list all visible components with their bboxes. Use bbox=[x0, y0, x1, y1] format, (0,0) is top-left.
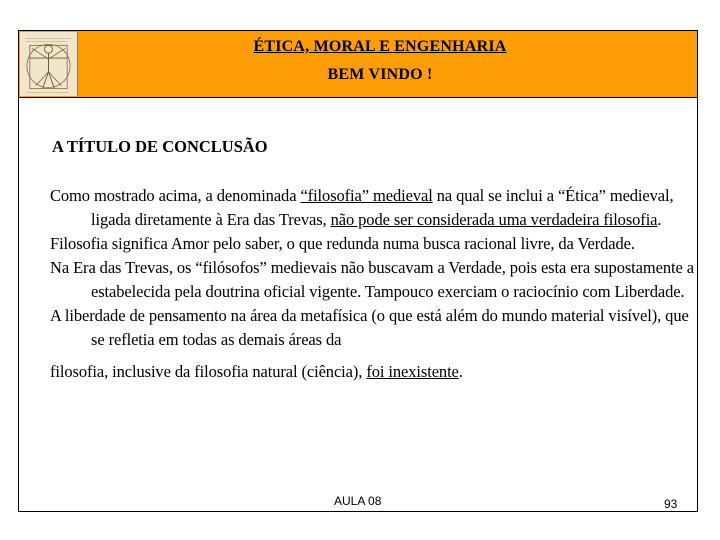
p4-text-1: A liberdade de pensamento na área da metafísica (o que está além do mundo material visível), que se refletia em todas as demais áreas da bbox=[50, 306, 689, 349]
section-heading: A TÍTULO DE CONCLUSÃO bbox=[52, 137, 268, 156]
page-subtitle: BEM VINDO ! bbox=[327, 66, 433, 83]
p1-text-2: na qual se inclui a “Ética” medieval, ligada diretamente à Era das Trevas, bbox=[91, 186, 674, 229]
paragraph-1 bbox=[50, 184, 698, 232]
page-number: 93 bbox=[664, 497, 678, 511]
p4-underlined-1: foi inexistente bbox=[366, 362, 459, 381]
p1-text-3: . bbox=[657, 210, 662, 229]
body-text bbox=[50, 184, 698, 384]
vitruvian-man-icon bbox=[20, 32, 78, 96]
p1-underlined-2: não pode ser considerada uma verdadeira filosofia bbox=[330, 210, 658, 229]
paragraph-3: Na Era das Trevas, os “filósofos” medievais não buscavam a Verdade, pois esta era supostamente a estabelecida pela doutrina oficial vigente. Tampouco exerciam o raciocínio com Liberdade. bbox=[50, 258, 694, 301]
p1-text-1: Como mostrado acima, a denominada bbox=[50, 186, 301, 205]
p1-underlined-1: “filosofia” medieval bbox=[300, 186, 433, 205]
p4-last-line bbox=[50, 360, 463, 384]
p4-text-3: . bbox=[458, 362, 463, 381]
p4-text-2: filosofia, inclusive da filosofia natural (ciência), bbox=[50, 362, 367, 381]
page-title: ÉTICA, MORAL E ENGENHARIA bbox=[253, 38, 507, 55]
paragraph-2: Filosofia significa Amor pelo saber, o que redunda numa busca racional livre, da Verdade. bbox=[50, 234, 635, 253]
footer-label: AULA 08 bbox=[334, 494, 382, 508]
paragraph-4 bbox=[50, 304, 698, 384]
